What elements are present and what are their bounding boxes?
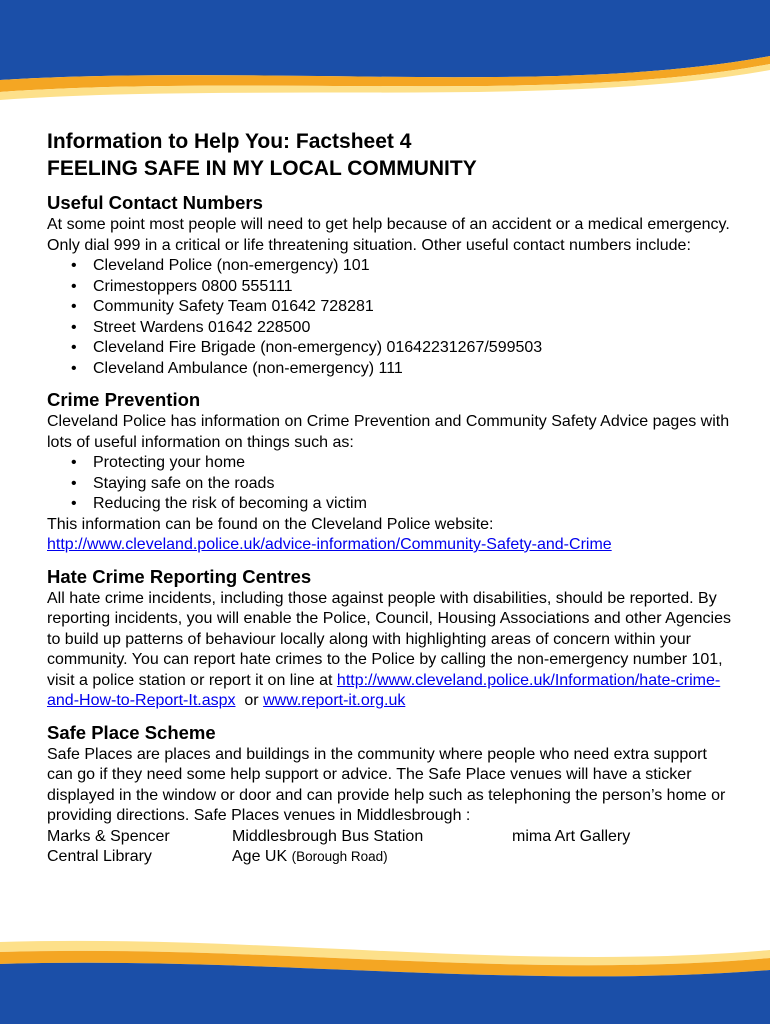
list-item: • Reducing the risk of becoming a victim — [93, 494, 737, 515]
contacts-intro: At some point most people will need to get help because of an accident or a medical emergency. Only dial 999 in a critical or life threatening situation. Other useful contact numbers include: — [47, 216, 730, 254]
page-title: Information to Help You: Factsheet 4 — [47, 130, 412, 153]
venue-list — [47, 827, 737, 867]
venue-item: Middlesbrough Bus Station — [232, 827, 424, 845]
list-item: • Cleveland Ambulance (non-emergency) 111 — [93, 359, 737, 380]
crime-list — [47, 453, 737, 515]
venue-item: Central Library — [47, 847, 152, 865]
list-item: • Crimestoppers 0800 555111 — [93, 277, 737, 298]
list-item: • Protecting your home — [93, 453, 737, 474]
venue-name: Age UK — [232, 847, 288, 865]
venue-note: (Borough Road) — [291, 848, 388, 864]
hate-crime-text: All hate crime incidents, including those against people with disabilities, should be reported. By reporting incidents, you will enable the Police, Council, Housing Associations and other Agencies to build up patterns of behaviour locally along with highlighting areas of concern within your community. You can report hate crimes to the Police by calling the non-emergency number 101, visit a police station or report it on line at — [47, 589, 731, 689]
factsheet-content — [47, 128, 737, 867]
venue-item: mima Art Gallery — [512, 827, 631, 845]
report-it-link[interactable]: www.report-it.org.uk — [263, 692, 406, 709]
section-heading-contacts: Useful Contact Numbers — [47, 192, 263, 213]
venue-item: Marks & Spencer — [47, 827, 170, 845]
contacts-list — [47, 256, 737, 379]
crime-prevention-link[interactable]: http://www.cleveland.police.uk/advice-information/Community-Safety-and-Crime — [47, 536, 612, 553]
section-heading-crime: Crime Prevention — [47, 389, 201, 410]
list-item: • Cleveland Fire Brigade (non-emergency) 01642231267/599503 — [93, 338, 737, 359]
section-heading-hate-crime: Hate Crime Reporting Centres — [47, 565, 312, 587]
venue-item — [232, 847, 512, 867]
list-item: • Street Wardens 01642 228500 — [93, 318, 737, 339]
bottom-banner — [0, 928, 770, 1024]
page-subtitle: FEELING SAFE IN MY LOCAL COMMUNITY — [47, 157, 477, 180]
crime-intro: Cleveland Police has information on Crime Prevention and Community Safety Advice pages with lots of useful information on things such as: — [47, 413, 730, 451]
or-text: or — [235, 692, 264, 709]
hate-crime-report-link[interactable]: http://www.cleveland.police.uk/Information/hate-crime-and-How-to-Report-It.aspx — [47, 671, 721, 709]
section-heading-safe-place: Safe Place Scheme — [47, 721, 216, 743]
list-item: • Staying safe on the roads — [93, 474, 737, 495]
hate-crime-body — [47, 589, 737, 712]
list-item: • Community Safety Team 01642 728281 — [93, 297, 737, 318]
safe-place-body: Safe Places are places and buildings in the community where people who need extra support can go if they need some help support or advice. The Safe Place venues will have a sticker displayed in the window or door and can provide help such as telephoning the person’s home or providing directions. Safe Places venues in Middlesbrough : — [47, 745, 726, 824]
crime-outro: This information can be found on the Cleveland Police website: — [47, 515, 494, 533]
list-item: • Cleveland Police (non-emergency) 101 — [93, 256, 737, 277]
top-banner — [0, 0, 770, 110]
